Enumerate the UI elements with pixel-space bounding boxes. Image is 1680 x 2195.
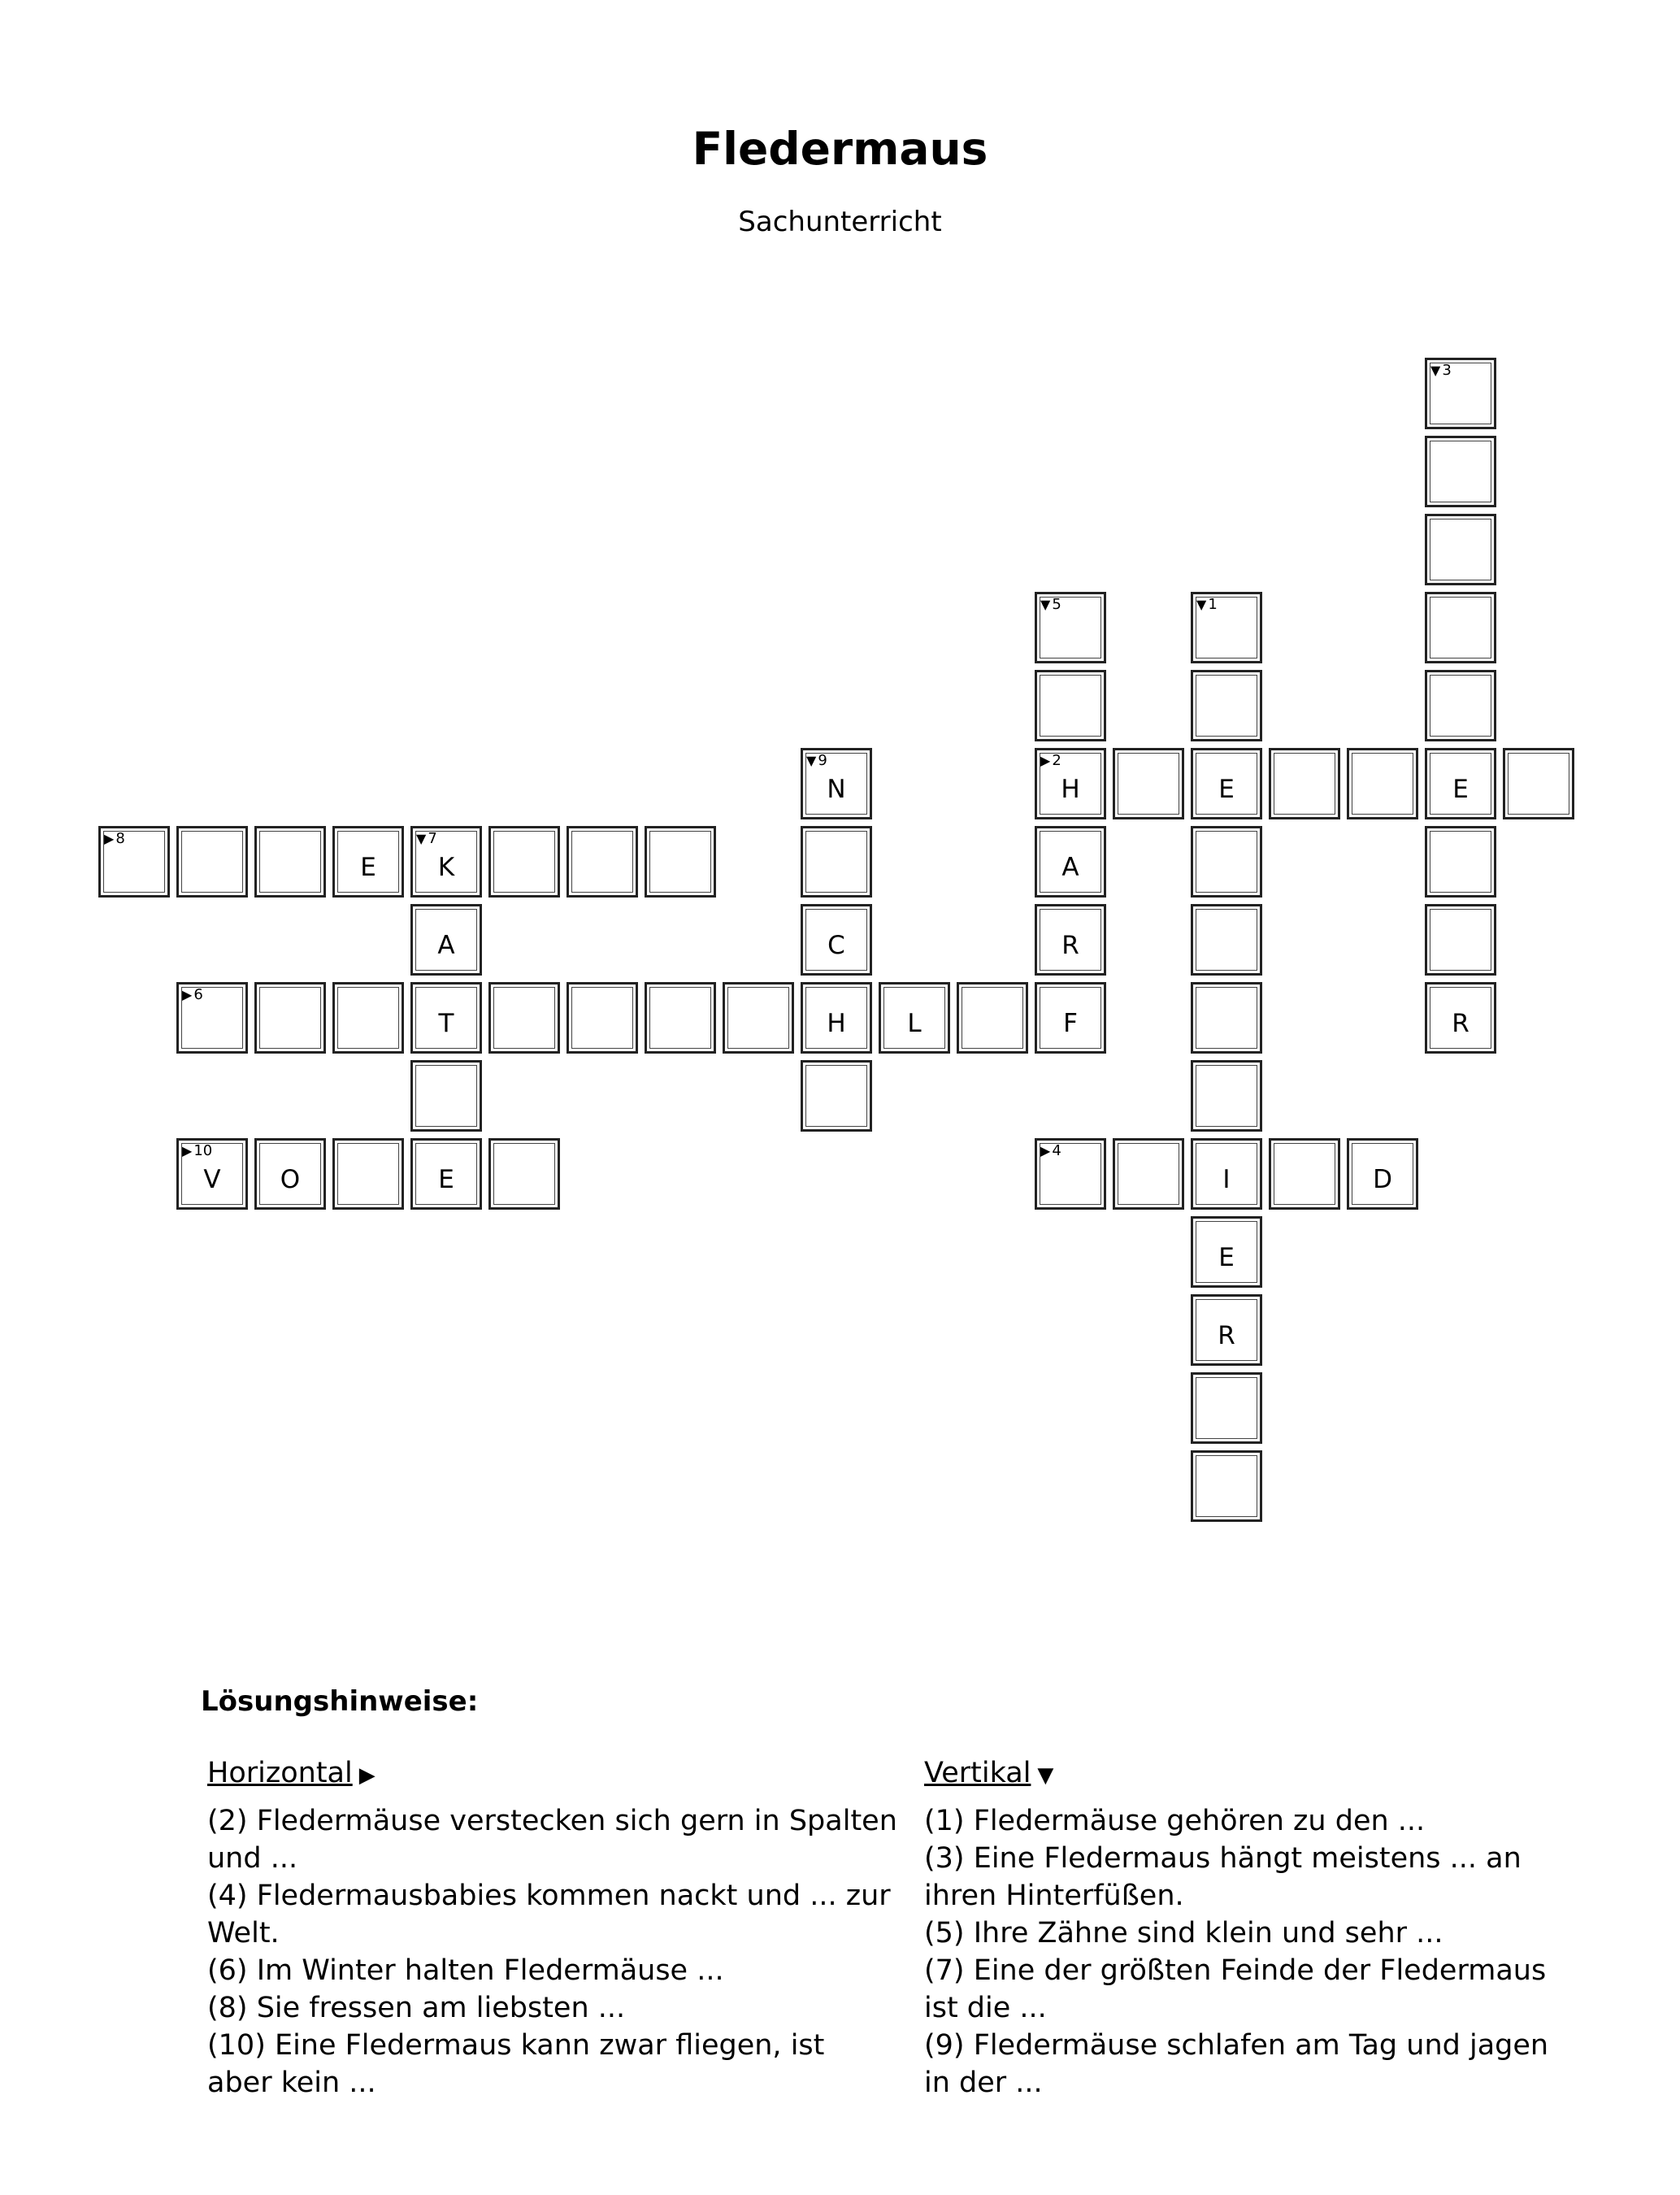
page-title: Fledermaus [692,123,988,175]
cell-letter: R [1218,1321,1235,1350]
cell-letter: D [1373,1165,1392,1194]
clue-number-text: 5 [1052,596,1061,613]
arrow-right-icon: ▶ [182,987,193,1002]
crossword-cell[interactable] [332,982,404,1054]
cell-letter: E [1218,775,1235,804]
crossword-cell[interactable] [567,982,638,1054]
crossword-cell[interactable] [1425,826,1496,898]
crossword-cell[interactable] [1425,670,1496,741]
arrow-right-icon: ▶ [358,1763,376,1788]
crossword-cell[interactable] [723,982,794,1054]
vertical-clues [924,1754,1574,2102]
clue-number-text: 6 [193,986,203,1003]
crossword-cell[interactable] [567,826,638,898]
crossword-cell[interactable] [488,1138,560,1210]
crossword-cell[interactable] [1425,358,1496,429]
crossword-cell[interactable] [1113,1138,1184,1210]
arrow-down-icon: ▼ [1430,363,1441,378]
cell-letter: A [1061,853,1079,882]
crossword-cell[interactable] [176,826,248,898]
crossword-cell[interactable] [1035,592,1106,663]
cell-letter: E [438,1165,454,1194]
clue-number-text: 9 [818,752,827,769]
cell-letter: H [827,1009,846,1038]
vertical-heading [924,1754,1574,1794]
arrow-right-icon: ▶ [1040,1143,1051,1158]
crossword-cell[interactable] [1191,1372,1262,1444]
crossword-cell[interactable] [488,982,560,1054]
crossword-cell[interactable] [1035,1138,1106,1210]
crossword-cell[interactable] [1425,436,1496,507]
crossword-cell[interactable] [1191,1450,1262,1522]
crossword-cell[interactable] [410,982,482,1054]
cell-letter: O [280,1165,301,1194]
crossword-cell[interactable] [1035,748,1106,819]
arrow-right-icon: ▶ [182,1143,193,1158]
clue-number-text: 4 [1052,1142,1061,1159]
crossword-cell[interactable] [1191,1060,1262,1132]
crossword-cell[interactable] [801,748,872,819]
crossword-cell[interactable] [1035,826,1106,898]
crossword-cell[interactable] [1191,1138,1262,1210]
cell-letter: R [1061,931,1079,960]
clue-number-text: 1 [1208,596,1218,613]
clue-number [1040,1143,1061,1159]
arrow-down-icon: ▼ [1037,1763,1054,1788]
crossword-cell[interactable] [410,1138,482,1210]
crossword-cell[interactable] [1191,748,1262,819]
clue-across-10: (10) Eine Fledermaus kann zwar fliegen, ist aber kein ... [207,2029,825,2099]
cell-letter: F [1063,1009,1078,1038]
cell-letter: E [1218,1243,1235,1272]
crossword-cell[interactable] [1191,1294,1262,1366]
clue-number-text: 10 [193,1142,213,1159]
horizontal-clues [207,1754,898,2102]
clue-number-text: 7 [428,830,437,847]
crossword-cell[interactable] [254,982,326,1054]
cell-letter: E [360,853,376,882]
crossword-cell[interactable] [1035,982,1106,1054]
crossword-cell[interactable] [254,826,326,898]
crossword-cell[interactable] [1503,748,1574,819]
clue-down-1: (1) Fledermäuse gehören zu den ... [924,1805,1426,1837]
crossword-cell[interactable] [1191,670,1262,741]
crossword-cell[interactable] [1269,1138,1340,1210]
crossword-cell[interactable] [801,904,872,976]
cell-letter: A [437,931,455,960]
crossword-cell[interactable] [645,982,716,1054]
crossword-cell[interactable] [488,826,560,898]
clue-down-7: (7) Eine der größten Feinde der Fledermaus ist die ... [924,1954,1547,2024]
crossword-cell[interactable] [1113,748,1184,819]
crossword-cell[interactable] [645,826,716,898]
cell-letter: V [203,1165,221,1194]
clue-number [416,831,437,847]
cell-letter: L [907,1009,922,1038]
crossword-cell[interactable] [1425,982,1496,1054]
cell-letter: C [827,931,845,960]
crossword-cell[interactable] [1035,670,1106,741]
crossword-cell[interactable] [1347,748,1418,819]
horizontal-label: Horizontal [207,1757,353,1789]
cell-letter: H [1061,775,1080,804]
crossword-cell[interactable] [1425,748,1496,819]
crossword-cell[interactable] [1425,592,1496,663]
cell-letter: I [1222,1165,1231,1194]
clue-number [1196,597,1218,613]
crossword-cell[interactable] [1347,1138,1418,1210]
crossword-cell[interactable] [332,826,404,898]
clue-across-6: (6) Im Winter halten Fledermäuse ... [207,1954,724,1987]
cell-letter: R [1452,1009,1469,1038]
cell-letter: K [437,853,455,882]
crossword-cell[interactable] [801,982,872,1054]
crossword-cell[interactable] [1425,514,1496,585]
crossword-cell[interactable] [1191,904,1262,976]
cell-letter: N [827,775,846,804]
cell-letter: T [438,1009,454,1038]
crossword-cell[interactable] [410,826,482,898]
hints-heading: Lösungshinweise: [201,1685,479,1718]
crossword-cell[interactable] [1191,592,1262,663]
arrow-down-icon: ▼ [1196,597,1207,612]
crossword-cell[interactable] [879,982,950,1054]
crossword-cell[interactable] [176,1138,248,1210]
clue-number [1040,753,1061,769]
page-subtitle: Sachunterricht [738,206,942,238]
crossword-cell[interactable] [332,1138,404,1210]
crossword-cell[interactable] [1191,1216,1262,1288]
arrow-right-icon: ▶ [104,831,115,846]
clue-number [806,753,827,769]
crossword-cell[interactable] [1269,748,1340,819]
crossword-cell[interactable] [1191,826,1262,898]
clue-across-8: (8) Sie fressen am liebsten ... [207,1992,626,2024]
crossword-cell[interactable] [98,826,170,898]
clue-number-text: 3 [1442,362,1452,379]
clue-down-9: (9) Fledermäuse schlafen am Tag und jagen in der ... [924,2029,1549,2099]
clue-across-4: (4) Fledermausbabies kommen nackt und ... zur Welt. [207,1880,891,1949]
arrow-down-icon: ▼ [806,753,817,768]
arrow-down-icon: ▼ [416,831,427,846]
crossword-cell[interactable] [801,826,872,898]
crossword-cell[interactable] [410,904,482,976]
clue-down-3: (3) Eine Fledermaus hängt meistens ... an ihren Hinterfüßen. [924,1842,1522,1912]
clue-number [182,1143,212,1159]
clue-down-5: (5) Ihre Zähne sind klein und sehr ... [924,1917,1443,1949]
arrow-down-icon: ▼ [1040,597,1051,612]
cell-letter: E [1452,775,1469,804]
clue-number [1040,597,1061,613]
crossword-cell[interactable] [1425,904,1496,976]
crossword-cell[interactable] [1191,982,1262,1054]
crossword-cell[interactable] [410,1060,482,1132]
clue-number [104,831,125,847]
crossword-cell[interactable] [254,1138,326,1210]
horizontal-heading [207,1754,898,1794]
clue-number-text: 2 [1052,752,1061,769]
crossword-cell[interactable] [1035,904,1106,976]
crossword-cell[interactable] [801,1060,872,1132]
clue-across-2: (2) Fledermäuse verstecken sich gern in Spalten und ... [207,1805,897,1875]
crossword-cell[interactable] [176,982,248,1054]
clue-number [1430,363,1452,379]
arrow-right-icon: ▶ [1040,753,1051,768]
clue-number [182,987,203,1003]
vertical-label: Vertikal [924,1757,1031,1789]
crossword-cell[interactable] [957,982,1028,1054]
clue-number-text: 8 [115,830,125,847]
